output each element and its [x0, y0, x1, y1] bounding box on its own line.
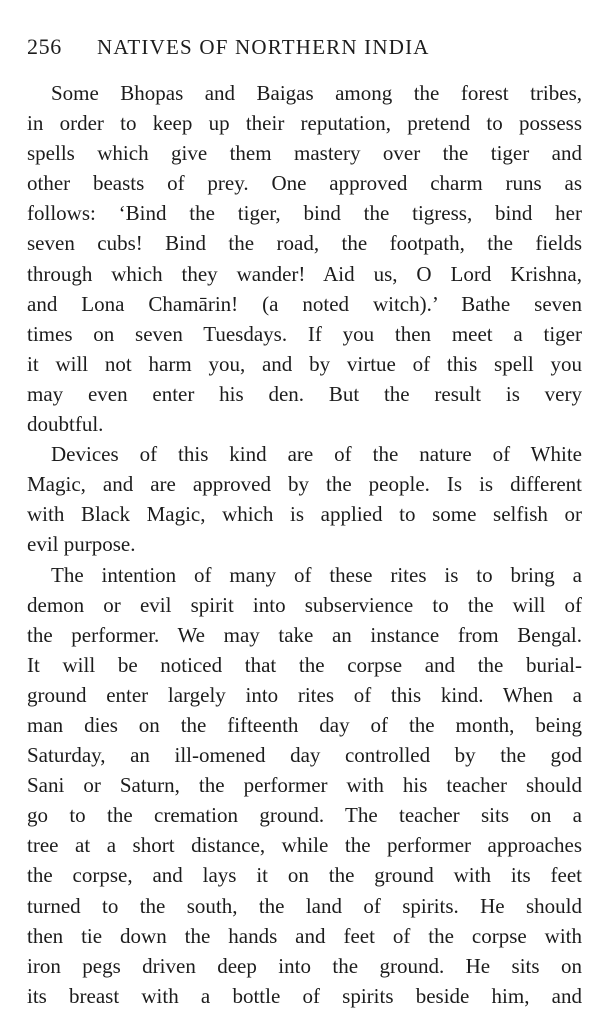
text-line: through which they wander! Aid us, O Lord Krishna,	[27, 261, 582, 286]
text-line: man dies on the fifteenth day of the month, being	[27, 712, 582, 737]
text-line: other beasts of prey. One approved charm runs as	[27, 171, 582, 196]
text-line: in order to keep up their reputation, pretend to possess	[27, 111, 582, 136]
text-line: then tie down the hands and feet of the corpse with	[27, 923, 582, 948]
book-page	[27, 30, 582, 1011]
text-line: with Black Magic, which is applied to some selfish or	[27, 502, 582, 527]
text-line: tree at a short distance, while the performer approaches	[27, 833, 582, 858]
text-line: demon or evil spirit into subservience to the will of	[27, 592, 582, 617]
text-line: It will be noticed that the corpse and the burial-	[27, 652, 582, 677]
running-head	[27, 30, 582, 64]
text-line: the corpse, and lays it on the ground with its feet	[27, 863, 582, 888]
text-line: it will not harm you, and by virtue of this spell you	[27, 351, 582, 376]
text-line: spells which give them mastery over the tiger and	[27, 141, 582, 166]
text-line: seven cubs! Bind the road, the footpath, the fields	[27, 231, 582, 256]
text-line: Sani or Saturn, the performer with his teacher should	[27, 773, 582, 798]
running-title: NATIVES OF NORTHERN INDIA	[97, 35, 430, 59]
page-number: 256	[27, 34, 62, 59]
text-line: go to the cremation ground. The teacher sits on a	[27, 803, 582, 828]
text-line: evil purpose.	[27, 532, 136, 557]
text-line: Devices of this kind are of the nature of White	[51, 442, 582, 467]
paragraph-white-magic	[27, 439, 582, 559]
text-line: may even enter his den. But the result is very	[27, 381, 582, 406]
text-line: The intention of many of these rites is to bring a	[51, 562, 582, 587]
text-line: iron pegs driven deep into the ground. He sits on	[27, 953, 582, 978]
text-line: its breast with a bottle of spirits beside him, and	[27, 983, 582, 1008]
text-line: times on seven Tuesdays. If you then meet a tiger	[27, 321, 582, 346]
text-line: doubtful.	[27, 412, 104, 437]
text-line: Magic, and are approved by the people. Is is different	[27, 472, 582, 497]
paragraph-rites	[27, 560, 582, 1011]
text-line: the performer. We may take an instance from Bengal.	[27, 622, 582, 647]
text-line: Some Bhopas and Baigas among the forest tribes,	[51, 81, 582, 105]
text-line: ground enter largely into rites of this kind. When a	[27, 682, 582, 707]
text-line: turned to the south, the land of spirits. He should	[27, 893, 582, 918]
text-line: Saturday, an ill-omened day controlled by the god	[27, 743, 582, 768]
paragraph-charm	[27, 78, 582, 439]
text-line: follows: ‘Bind the tiger, bind the tigress, bind her	[27, 201, 582, 226]
text-line: and Lona Chamārin! (a noted witch).’ Bathe seven	[27, 291, 582, 316]
